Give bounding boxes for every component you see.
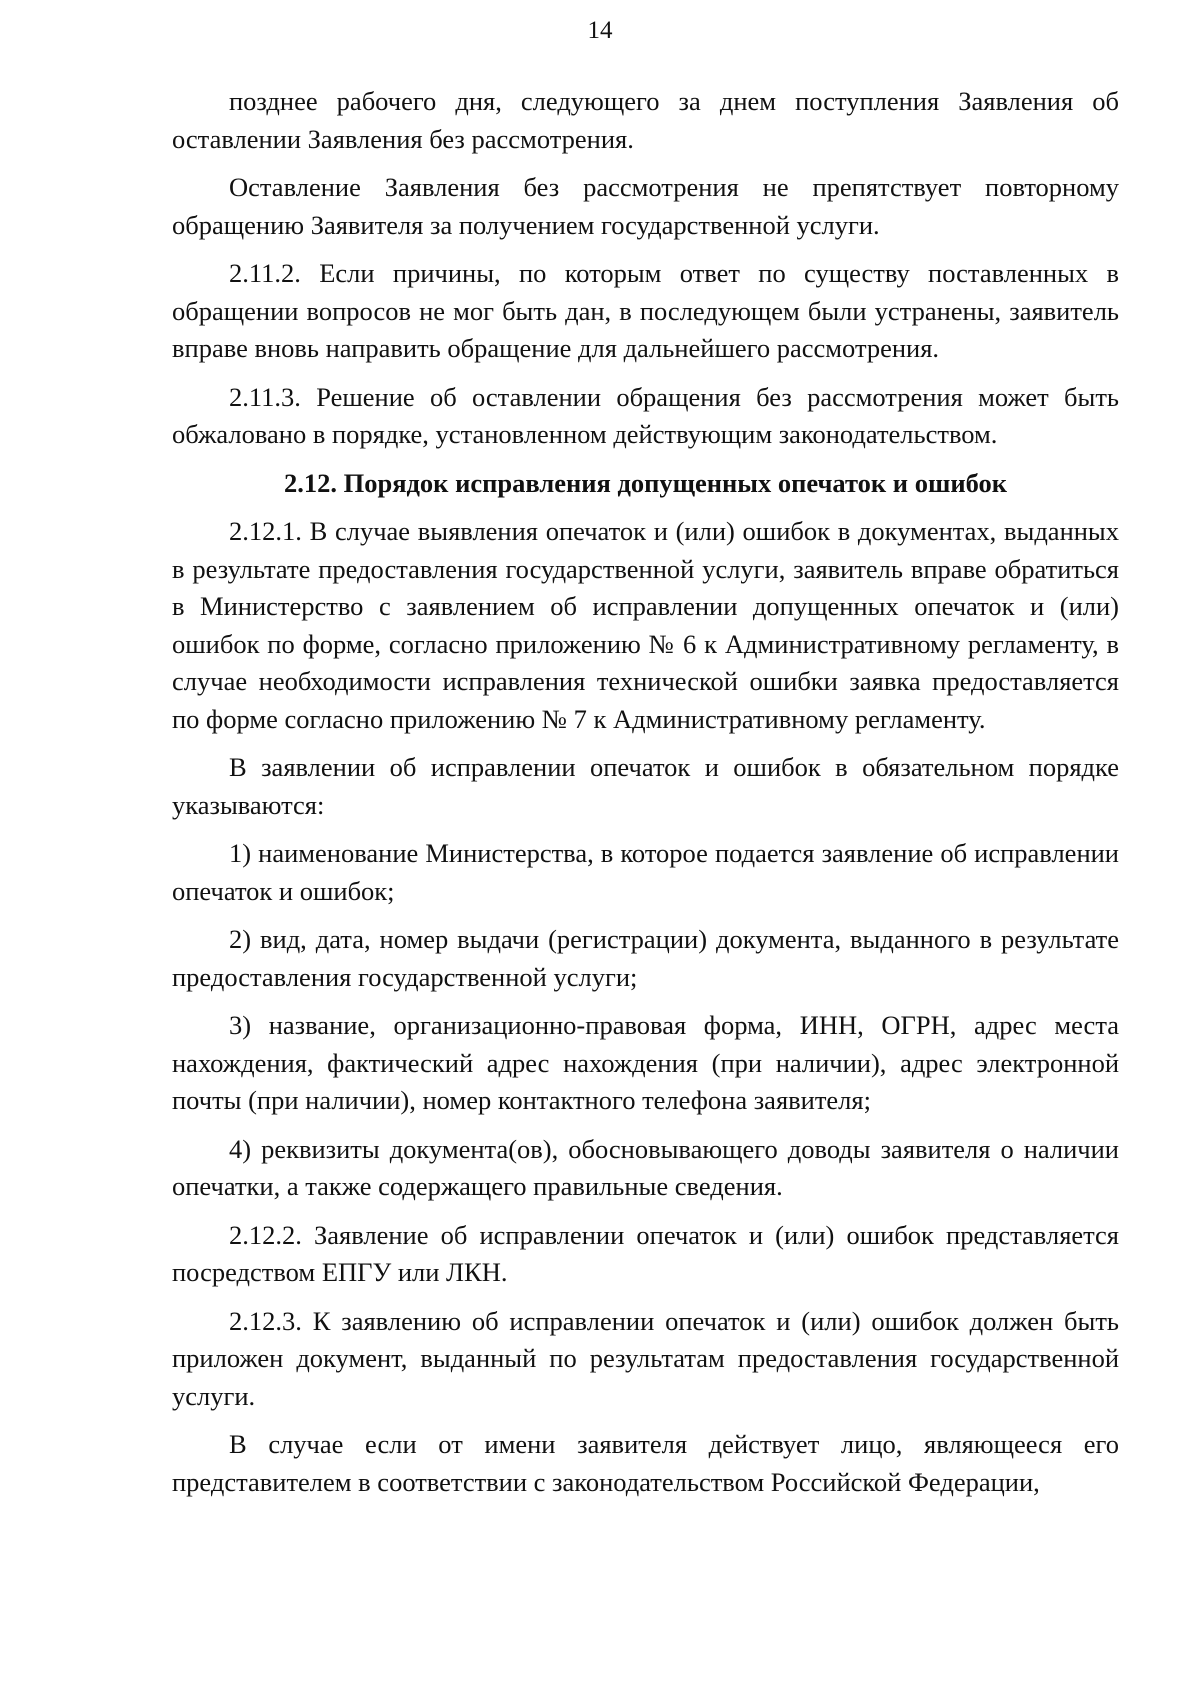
- list-item-1: 1) наименование Министерства, в которое подается заявление об исправлении опечаток и ошибок;: [172, 838, 1119, 906]
- list-item-3: 3) название, организационно-правовая форма, ИНН, ОГРН, адрес места нахождения, фактический адрес нахождения (при наличии), адрес электронной почты (при наличии), номер контактного телефона заявителя;: [172, 1010, 1119, 1115]
- paragraph-2-12-1: 2.12.1. В случае выявления опечаток и (или) ошибок в документах, выданных в результате предоставления государственной услуги, заявитель вправе обратиться в Министерство с заявлением об исправлении допущенных опечаток и (или) ошибок по форме, согласно приложению № 6 к Административному регламенту, в случае необходимости исправления технической ошибки заявка предоставляется по форме согласно приложению № 7 к Административному регламенту.: [172, 516, 1119, 734]
- section-heading-2-12: 2.12. Порядок исправления допущенных опечаток и ошибок: [283, 467, 1008, 498]
- paragraph-2-11-2: 2.11.2. Если причины, по которым ответ по существу поставленных в обращении вопросов не мог быть дан, в последующем были устранены, заявитель вправе вновь направить обращение для дальнейшего рассмотрения.: [172, 258, 1119, 363]
- paragraph-2-12-3: 2.12.3. К заявлению об исправлении опечаток и (или) ошибок должен быть приложен документ, выданный по результатам предоставления государственной услуги.: [172, 1305, 1119, 1411]
- page-number: 14: [587, 17, 613, 44]
- paragraph-representative: В случае если от имени заявителя действует лицо, являющееся его представителем в соответствии с законодательством Российской Федерации,: [172, 1429, 1119, 1497]
- list-item-4: 4) реквизиты документа(ов), обосновывающего доводы заявителя о наличии опечатки, а также содержащего правильные сведения.: [172, 1133, 1119, 1201]
- paragraph-continuation: позднее рабочего дня, следующего за днем поступления Заявления об оставлении Заявления без рассмотрения.: [172, 86, 1119, 154]
- document-body: [172, 83, 1119, 1512]
- paragraph-2-12-2: 2.12.2. Заявление об исправлении опечаток и (или) ошибок представляется посредством ЕПГУ или ЛКН.: [172, 1219, 1119, 1287]
- paragraph-2-11-3: 2.11.3. Решение об оставлении обращения без рассмотрения может быть обжаловано в порядке, установленном действующим законодательством.: [172, 381, 1119, 449]
- list-item-2: 2) вид, дата, номер выдачи (регистрации) документа, выданного в результате предоставления государственной услуги;: [172, 924, 1119, 992]
- paragraph-no-obstacle: Оставление Заявления без рассмотрения не препятствует повторному обращению Заявителя за получением государственной услуги.: [172, 172, 1119, 240]
- paragraph-application-contents: В заявлении об исправлении опечаток и ошибок в обязательном порядке указываются:: [172, 752, 1119, 820]
